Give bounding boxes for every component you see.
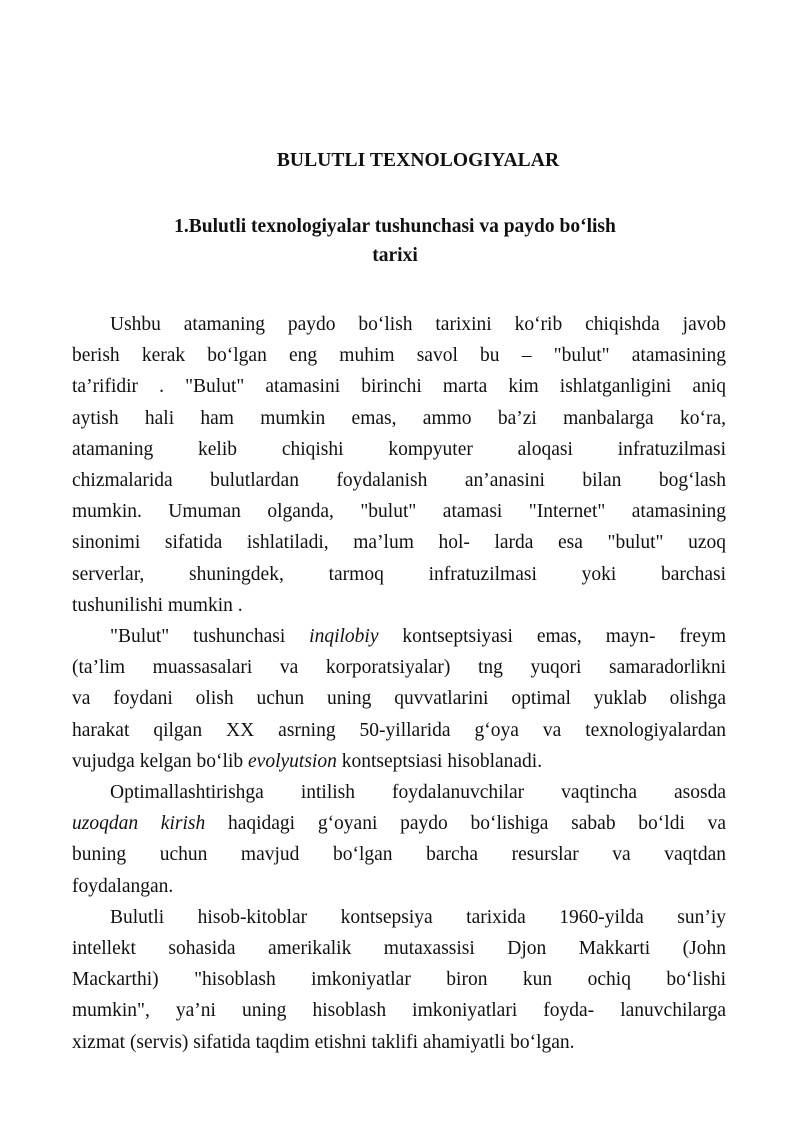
paragraph-line: chizmalarida bulutlardan foydalanish an’anasini bilan bog‘lash [72,470,726,492]
paragraph-line: mumkin", ya’ni uning hisoblash imkoniyatlari foyda- lanuvchilarga [72,1000,726,1022]
paragraph-line: intellekt sohasida amerikalik mutaxassisi Djon Makkarti (John [72,938,726,960]
paragraph-line: xizmat (servis) sifatida taqdim etishni taklifi ahamiyatli bo‘lgan. [72,1031,575,1053]
paragraph-line: ta’rifidir . "Bulut" atamasini birinchi marta kim ishlatganligini aniq [72,376,726,398]
italic-term: evolyutsion [248,750,337,772]
paragraph-line: berish kerak bo‘lgan eng muhim savol bu – "bulut" atamasining [72,345,726,367]
paragraph-line [72,746,726,777]
section-heading [100,212,690,270]
paragraph-3 [72,777,726,902]
body-text [72,309,726,1058]
text-run: "Bulut" tushunchasi [110,626,310,648]
paragraph-line: aytish hali ham mumkin emas, ammo ba’zi manbalarga ko‘ra, [72,407,726,429]
text-run: vujudga kelgan bo‘lib [72,750,249,772]
paragraph-line: buning uchun mavjud bo‘lgan barcha resurslar va vaqtdan [72,844,726,866]
paragraph-line: tushunilishi mumkin . [72,594,243,616]
italic-term: uzoqdan kirish [72,813,206,835]
paragraph-line: va foydani olish uchun uning quvvatlarini optimal yuklab olishga [72,688,726,710]
paragraph-line: foydalangan. [72,875,174,897]
paragraph-line [72,621,726,652]
text-run: kontseptsiasi hisoblanadi. [336,750,543,772]
text-run: haqidagi g‘oyani paydo bo‘lishiga sabab bo‘ldi va [205,813,726,835]
section-heading-line-1: 1.Bulutli texnologiyalar tushunchasi va paydo bo‘lish [174,216,616,237]
paragraph-line: Mackarthi) "hisoblash imkoniyatlar biron kun ochiq bo‘lishi [72,969,726,991]
paragraph-line: harakat qilgan XX asrning 50-yillarida g‘oya va texnologiyalardan [72,719,726,741]
document-title: BULUTLI TEXNOLOGIYALAR [276,150,560,171]
paragraph-line: serverlar, shuningdek, tarmoq infratuzilmasi yoki barchasi [72,563,726,585]
paragraph-line [72,808,726,839]
paragraph-2 [72,621,726,777]
paragraph-line: mumkin. Umuman olganda, "bulut" atamasi "Internet" atamasining [72,501,726,523]
paragraph-line: (ta’lim muassasalari va korporatsiyalar) tng yuqori samaradorlikni [72,657,726,679]
section-heading-line-2: tarixi [372,245,418,266]
italic-term: inqilobiy [309,626,379,648]
paragraph-line: Bulutli hisob-kitoblar kontsepsiya tarixida 1960-yilda sun’iy [110,906,726,928]
paragraph-line: sinonimi sifatida ishlatiladi, ma’lum hol- larda esa "bulut" uzoq [72,532,726,554]
paragraph-line: atamaning kelib chiqishi kompyuter aloqasi infratuzilmasi [72,438,726,460]
paragraph-line: Optimallashtirishga intilish foydalanuvchilar vaqtincha asosda [110,782,726,804]
paragraph-1 [72,309,726,621]
text-run: kontseptsiyasi emas, mayn- freym [378,626,726,648]
paragraph-line: Ushbu atamaning paydo bo‘lish tarixini ko‘rib chiqishda javob [110,314,726,335]
paragraph-4 [72,902,726,1058]
